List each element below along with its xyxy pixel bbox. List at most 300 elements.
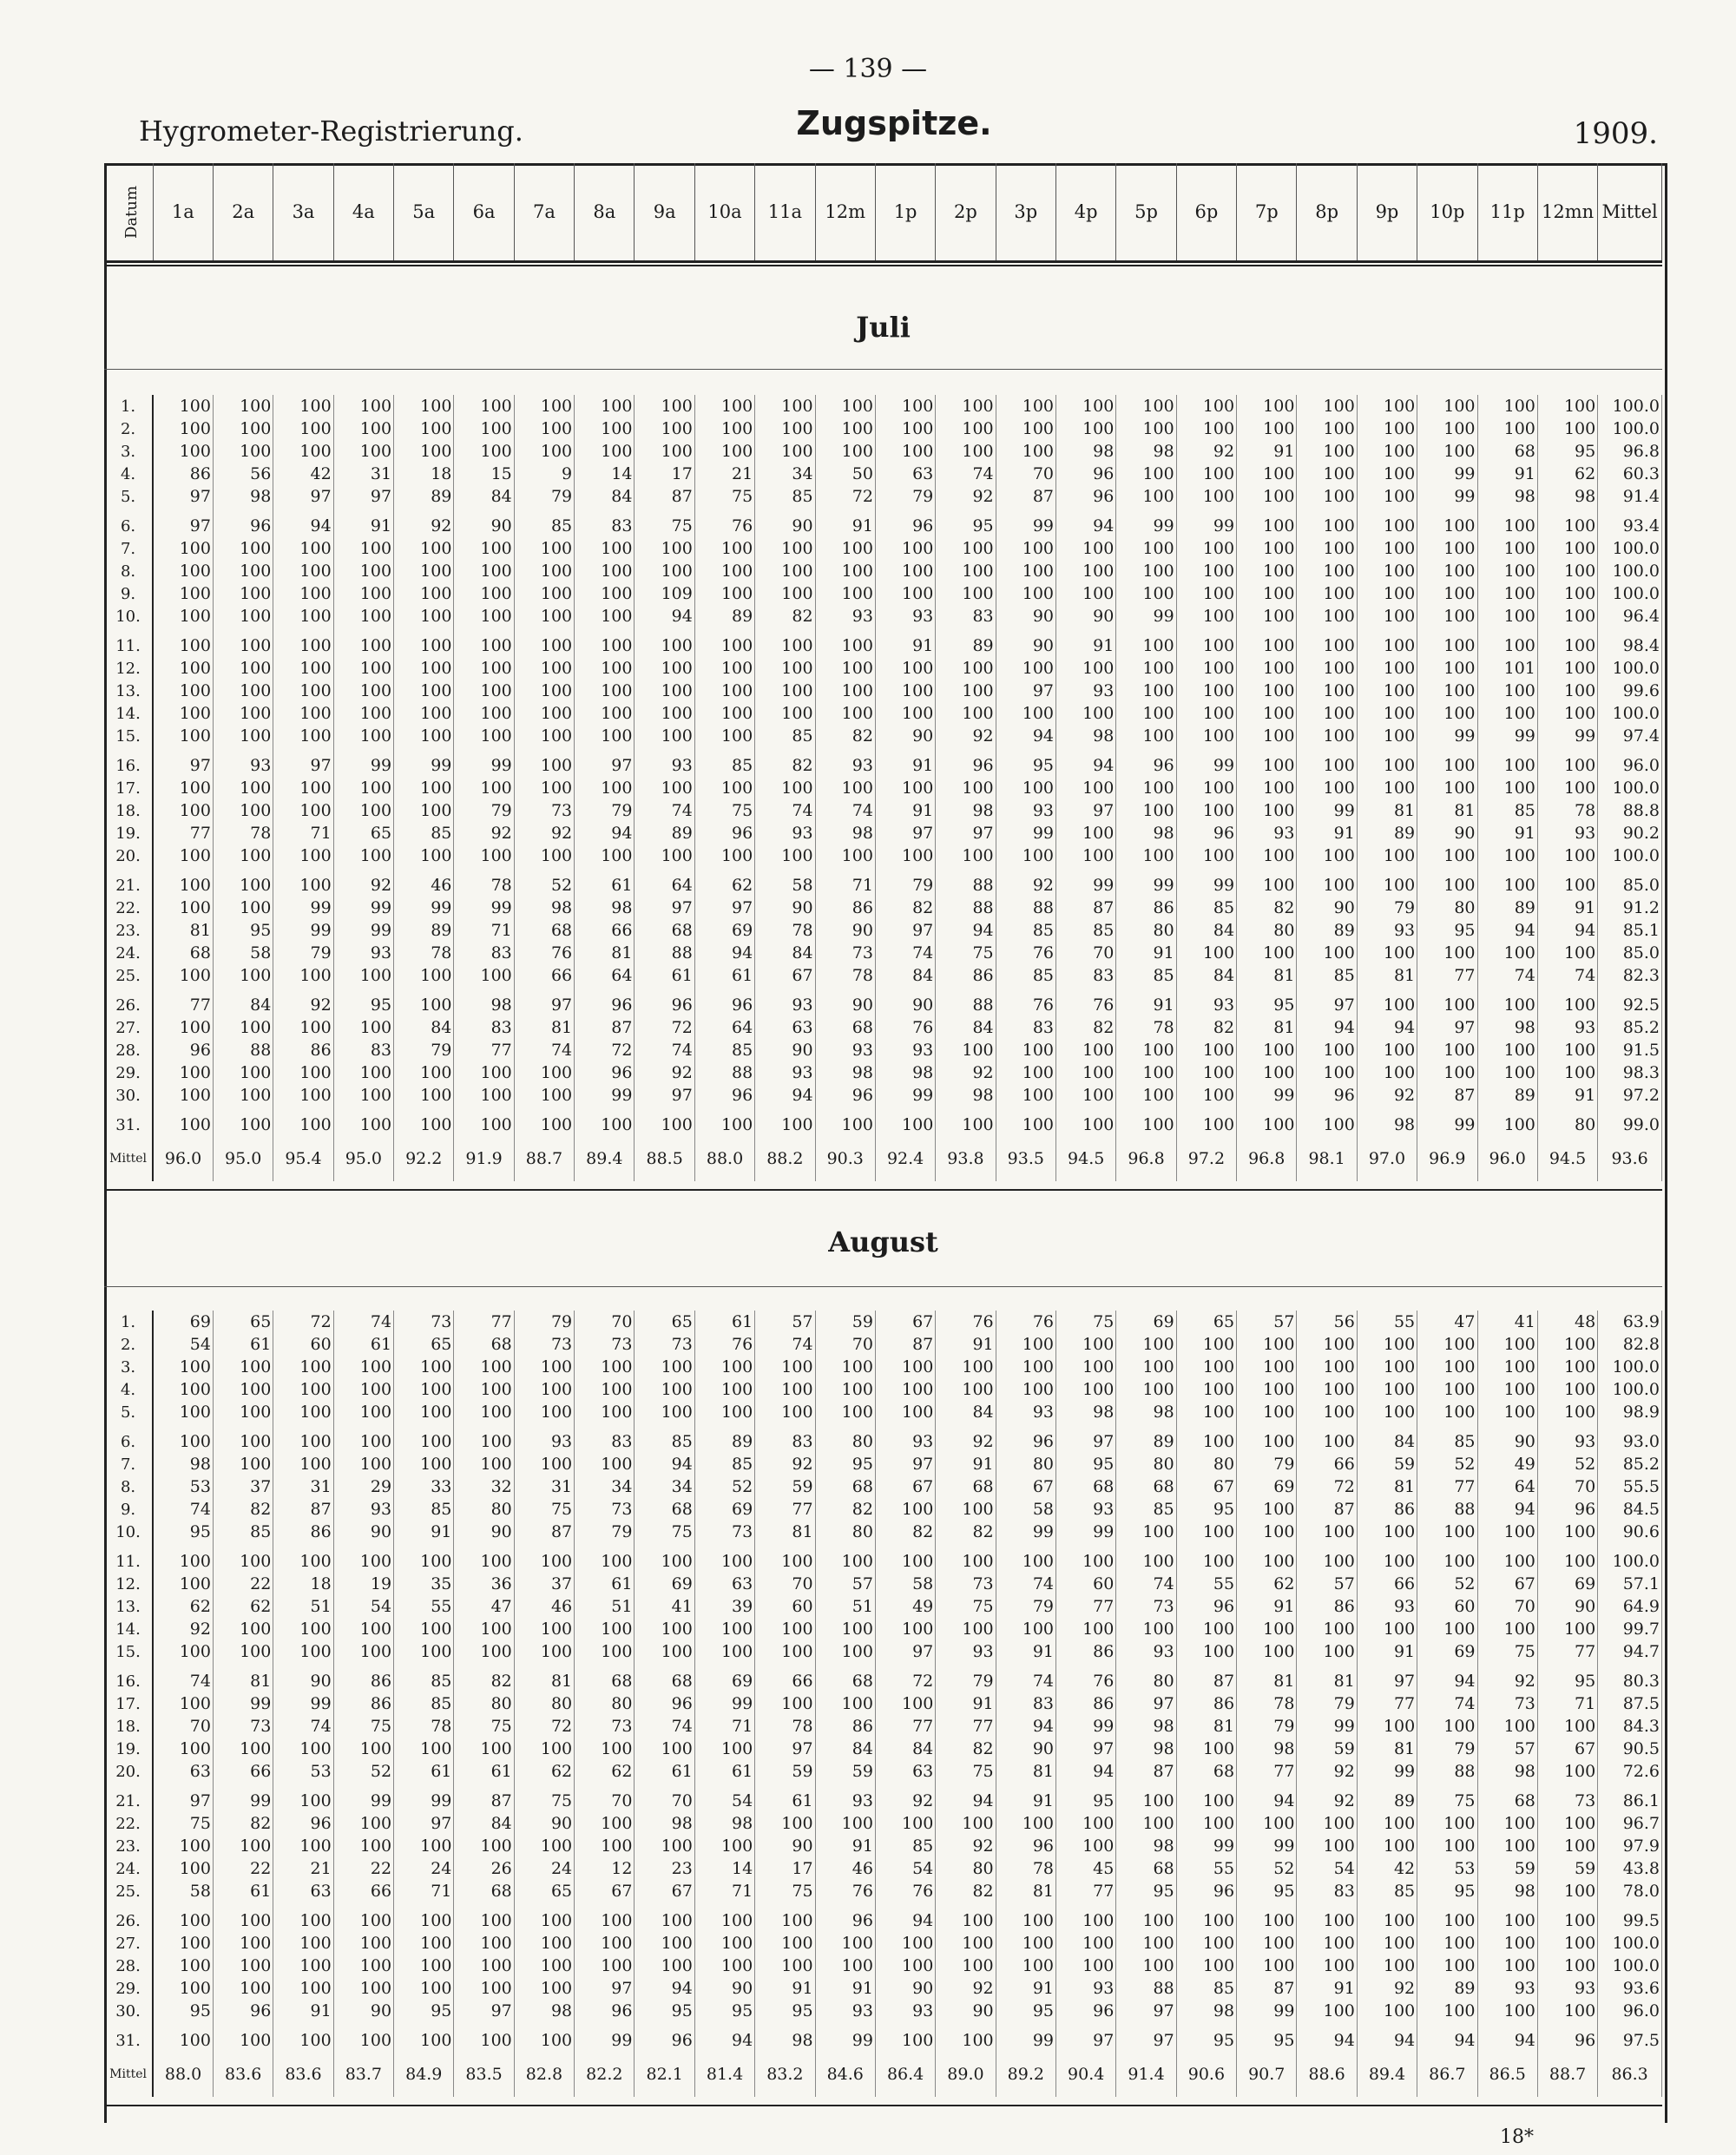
august-table bbox=[104, 1311, 1662, 2097]
humidity-cell: 93 bbox=[875, 1430, 935, 1453]
humidity-cell: 100 bbox=[333, 1977, 393, 2000]
row-gap bbox=[104, 627, 1662, 634]
humidity-cell: 100 bbox=[153, 657, 213, 680]
humidity-cell: 24 bbox=[394, 1857, 454, 1880]
hourly-mean-cell: 90.7 bbox=[1237, 2052, 1297, 2097]
humidity-cell: 84 bbox=[875, 1738, 935, 1760]
humidity-cell: 62 bbox=[575, 1760, 635, 1783]
humidity-cell: 100 bbox=[454, 634, 514, 657]
humidity-cell: 100 bbox=[1237, 1521, 1297, 1543]
humidity-cell: 74 bbox=[153, 1670, 213, 1692]
humidity-cell: 93 bbox=[1357, 1595, 1417, 1618]
date-cell: 23. bbox=[104, 919, 153, 942]
humidity-cell: 100 bbox=[1056, 1909, 1116, 1932]
humidity-cell: 93 bbox=[1176, 994, 1236, 1016]
humidity-cell: 100 bbox=[333, 1378, 393, 1401]
humidity-cell: 89 bbox=[1357, 822, 1417, 844]
humidity-cell: 75 bbox=[1417, 1790, 1477, 1812]
humidity-cell: 100 bbox=[1537, 994, 1597, 1016]
humidity-cell: 91 bbox=[1537, 1084, 1597, 1107]
humidity-cell: 83 bbox=[454, 942, 514, 964]
humidity-cell: 49 bbox=[875, 1595, 935, 1618]
humidity-cell: 100 bbox=[1297, 1550, 1357, 1573]
row-gap bbox=[104, 1543, 1662, 1550]
humidity-cell: 100 bbox=[996, 657, 1055, 680]
humidity-cell: 100 bbox=[996, 1039, 1055, 1061]
humidity-cell: 100 bbox=[694, 1356, 754, 1378]
humidity-cell: 81 bbox=[1417, 799, 1477, 822]
humidity-cell: 100 bbox=[635, 537, 694, 560]
humidity-cell: 100 bbox=[996, 1618, 1055, 1640]
humidity-cell: 100 bbox=[875, 1932, 935, 1955]
table-row bbox=[104, 822, 1662, 844]
humidity-cell: 67 bbox=[575, 1880, 635, 1902]
column-header-hour-20: 8p bbox=[1297, 163, 1357, 262]
humidity-cell: 94 bbox=[1056, 1760, 1116, 1783]
hourly-mean-cell: 88.2 bbox=[755, 1136, 815, 1181]
humidity-cell: 86 bbox=[273, 1521, 333, 1543]
humidity-cell: 100 bbox=[1537, 1039, 1597, 1061]
humidity-cell: 91 bbox=[996, 1640, 1055, 1663]
humidity-cell: 61 bbox=[694, 1760, 754, 1783]
humidity-cell: 100 bbox=[1237, 485, 1297, 508]
humidity-cell: 65 bbox=[1176, 1311, 1236, 1333]
humidity-cell: 100 bbox=[273, 844, 333, 867]
humidity-cell: 100 bbox=[1417, 1932, 1477, 1955]
humidity-cell: 92 bbox=[153, 1618, 213, 1640]
hourly-mean-cell: 84.9 bbox=[394, 2052, 454, 2097]
humidity-cell: 75 bbox=[1056, 1311, 1116, 1333]
date-cell: 1. bbox=[104, 1311, 153, 1333]
humidity-cell: 100 bbox=[333, 560, 393, 582]
humidity-cell: 100 bbox=[1056, 395, 1116, 417]
humidity-cell: 58 bbox=[213, 942, 273, 964]
humidity-cell: 90 bbox=[755, 1835, 815, 1857]
humidity-cell: 100 bbox=[273, 964, 333, 987]
table-row bbox=[104, 919, 1662, 942]
humidity-cell: 93 bbox=[1537, 822, 1597, 844]
humidity-cell: 87 bbox=[996, 485, 1055, 508]
humidity-cell: 100 bbox=[635, 725, 694, 747]
humidity-cell: 79 bbox=[454, 799, 514, 822]
humidity-cell: 100 bbox=[1477, 1932, 1537, 1955]
humidity-cell: 68 bbox=[1176, 1760, 1236, 1783]
humidity-cell: 100 bbox=[273, 874, 333, 897]
hourly-mean-cell: 90.3 bbox=[815, 1136, 875, 1181]
humidity-cell: 100 bbox=[1237, 605, 1297, 627]
date-cell: 6. bbox=[104, 515, 153, 537]
humidity-cell: 100 bbox=[333, 1955, 393, 1977]
humidity-cell: 96 bbox=[996, 1430, 1055, 1453]
humidity-cell: 100 bbox=[153, 777, 213, 799]
humidity-cell: 85 bbox=[996, 919, 1055, 942]
humidity-cell: 100 bbox=[333, 1016, 393, 1039]
humidity-cell: 92 bbox=[936, 1977, 996, 2000]
humidity-cell: 100 bbox=[153, 1430, 213, 1453]
humidity-cell: 100 bbox=[213, 1738, 273, 1760]
humidity-cell: 73 bbox=[514, 1333, 574, 1356]
table-row bbox=[104, 1573, 1662, 1595]
humidity-cell: 92 bbox=[996, 874, 1055, 897]
humidity-cell: 77 bbox=[1417, 964, 1477, 987]
humidity-cell: 100 bbox=[1417, 537, 1477, 560]
humidity-cell: 69 bbox=[1237, 1475, 1297, 1498]
humidity-cell: 90 bbox=[1477, 1430, 1537, 1453]
humidity-cell: 100 bbox=[936, 1812, 996, 1835]
humidity-cell: 100 bbox=[996, 844, 1055, 867]
humidity-cell: 68 bbox=[635, 1498, 694, 1521]
humidity-cell: 100 bbox=[454, 657, 514, 680]
hourly-mean-cell: 90.6 bbox=[1176, 2052, 1236, 2097]
humidity-cell: 100 bbox=[694, 702, 754, 725]
humidity-cell: 96 bbox=[213, 515, 273, 537]
humidity-cell: 100 bbox=[875, 1401, 935, 1423]
humidity-cell: 92 bbox=[1357, 1084, 1417, 1107]
humidity-cell: 94 bbox=[1417, 1670, 1477, 1692]
humidity-cell: 100 bbox=[273, 799, 333, 822]
humidity-cell: 100 bbox=[575, 440, 635, 463]
column-header-hour-5: 5a bbox=[394, 163, 454, 262]
humidity-cell: 82 bbox=[213, 1812, 273, 1835]
humidity-cell: 100 bbox=[1537, 634, 1597, 657]
humidity-cell: 100 bbox=[1357, 582, 1417, 605]
humidity-cell: 100 bbox=[635, 657, 694, 680]
humidity-cell: 100 bbox=[1116, 1061, 1176, 1084]
humidity-cell: 100 bbox=[1176, 1356, 1236, 1378]
humidity-cell: 100 bbox=[875, 537, 935, 560]
humidity-cell: 100 bbox=[1297, 1333, 1357, 1356]
humidity-cell: 100 bbox=[1237, 1039, 1297, 1061]
humidity-cell: 100 bbox=[1357, 463, 1417, 485]
humidity-cell: 100 bbox=[1417, 942, 1477, 964]
table-row bbox=[104, 680, 1662, 702]
mean-cell: 64.9 bbox=[1598, 1595, 1662, 1618]
humidity-cell: 56 bbox=[213, 463, 273, 485]
humidity-cell: 47 bbox=[1417, 1311, 1477, 1333]
humidity-cell: 100 bbox=[815, 1812, 875, 1835]
humidity-cell: 100 bbox=[213, 725, 273, 747]
humidity-cell: 100 bbox=[213, 1977, 273, 2000]
mean-cell: 91.4 bbox=[1598, 485, 1662, 508]
humidity-cell: 42 bbox=[1357, 1857, 1417, 1880]
humidity-cell: 100 bbox=[1056, 1378, 1116, 1401]
humidity-cell: 100 bbox=[514, 440, 574, 463]
humidity-cell: 100 bbox=[1297, 463, 1357, 485]
humidity-cell: 19 bbox=[333, 1573, 393, 1595]
hourly-mean-cell: 86.3 bbox=[1598, 2052, 1662, 2097]
table-row bbox=[104, 799, 1662, 822]
humidity-cell: 93 bbox=[875, 2000, 935, 2022]
date-cell: 4. bbox=[104, 463, 153, 485]
humidity-cell: 100 bbox=[1056, 777, 1116, 799]
humidity-cell: 98 bbox=[1056, 725, 1116, 747]
humidity-cell: 100 bbox=[213, 1378, 273, 1401]
humidity-cell: 100 bbox=[1237, 680, 1297, 702]
humidity-cell: 100 bbox=[1537, 582, 1597, 605]
humidity-cell: 100 bbox=[755, 1114, 815, 1136]
humidity-cell: 100 bbox=[1056, 1061, 1116, 1084]
date-cell: 17. bbox=[104, 1692, 153, 1715]
humidity-cell: 100 bbox=[454, 844, 514, 867]
humidity-cell: 73 bbox=[575, 1715, 635, 1738]
humidity-cell: 59 bbox=[815, 1760, 875, 1783]
humidity-cell: 100 bbox=[454, 417, 514, 440]
date-cell: 12. bbox=[104, 1573, 153, 1595]
humidity-cell: 94 bbox=[1297, 1016, 1357, 1039]
humidity-cell: 99 bbox=[1417, 725, 1477, 747]
mean-cell: 93.6 bbox=[1598, 1977, 1662, 2000]
humidity-cell: 100 bbox=[575, 1401, 635, 1423]
humidity-cell: 64 bbox=[575, 964, 635, 987]
table-row bbox=[104, 994, 1662, 1016]
humidity-cell: 100 bbox=[996, 417, 1055, 440]
humidity-cell: 100 bbox=[1116, 1618, 1176, 1640]
table-row bbox=[104, 1880, 1662, 1902]
humidity-cell: 100 bbox=[333, 799, 393, 822]
humidity-cell: 100 bbox=[394, 1401, 454, 1423]
humidity-cell: 100 bbox=[273, 680, 333, 702]
humidity-cell: 100 bbox=[514, 1061, 574, 1084]
humidity-cell: 96 bbox=[694, 1084, 754, 1107]
humidity-cell: 67 bbox=[1176, 1475, 1236, 1498]
humidity-cell: 100 bbox=[1237, 1333, 1297, 1356]
humidity-cell: 78 bbox=[394, 942, 454, 964]
humidity-cell: 93 bbox=[755, 994, 815, 1016]
humidity-cell: 100 bbox=[875, 680, 935, 702]
hourly-mean-cell: 88.6 bbox=[1297, 2052, 1357, 2097]
humidity-cell: 94 bbox=[273, 515, 333, 537]
humidity-cell: 71 bbox=[694, 1715, 754, 1738]
humidity-cell: 90 bbox=[755, 515, 815, 537]
humidity-cell: 55 bbox=[1176, 1573, 1236, 1595]
humidity-cell: 100 bbox=[1056, 1039, 1116, 1061]
humidity-cell: 99 bbox=[1237, 1084, 1297, 1107]
humidity-cell: 100 bbox=[1116, 1550, 1176, 1573]
humidity-cell: 100 bbox=[1477, 2000, 1537, 2022]
mean-cell: 97.4 bbox=[1598, 725, 1662, 747]
humidity-cell: 100 bbox=[575, 1932, 635, 1955]
humidity-cell: 100 bbox=[1056, 582, 1116, 605]
humidity-cell: 98 bbox=[635, 1812, 694, 1835]
table-row bbox=[104, 1311, 1662, 1333]
humidity-cell: 100 bbox=[213, 1356, 273, 1378]
humidity-cell: 93 bbox=[514, 1430, 574, 1453]
humidity-cell: 100 bbox=[394, 1061, 454, 1084]
humidity-cell: 79 bbox=[394, 1039, 454, 1061]
humidity-cell: 100 bbox=[153, 1738, 213, 1760]
humidity-cell: 100 bbox=[1116, 1333, 1176, 1356]
humidity-cell: 100 bbox=[635, 1955, 694, 1977]
humidity-cell: 100 bbox=[936, 680, 996, 702]
humidity-cell: 100 bbox=[815, 1618, 875, 1640]
humidity-cell: 85 bbox=[755, 485, 815, 508]
humidity-cell: 76 bbox=[875, 1016, 935, 1039]
humidity-cell: 96 bbox=[575, 1061, 635, 1084]
humidity-cell: 95 bbox=[394, 2000, 454, 2022]
row-gap bbox=[104, 987, 1662, 994]
hourly-mean-cell: 81.4 bbox=[694, 2052, 754, 2097]
humidity-cell: 100 bbox=[1237, 1909, 1297, 1932]
humidity-cell: 31 bbox=[514, 1475, 574, 1498]
table-row bbox=[104, 1061, 1662, 1084]
mean-cell: 100.0 bbox=[1598, 1932, 1662, 1955]
humidity-cell: 37 bbox=[514, 1573, 574, 1595]
humidity-cell: 100 bbox=[1237, 582, 1297, 605]
humidity-cell: 100 bbox=[1537, 560, 1597, 582]
humidity-cell: 85 bbox=[394, 1670, 454, 1692]
humidity-cell: 21 bbox=[694, 463, 754, 485]
humidity-cell: 99 bbox=[1237, 1835, 1297, 1857]
humidity-cell: 100 bbox=[1116, 1378, 1176, 1401]
humidity-cell: 74 bbox=[1477, 964, 1537, 987]
humidity-cell: 100 bbox=[1116, 1039, 1176, 1061]
humidity-cell: 70 bbox=[815, 1333, 875, 1356]
humidity-cell: 100 bbox=[575, 1955, 635, 1977]
humidity-cell: 100 bbox=[755, 1955, 815, 1977]
humidity-cell: 71 bbox=[454, 919, 514, 942]
humidity-cell: 100 bbox=[1056, 822, 1116, 844]
humidity-cell: 100 bbox=[996, 1114, 1055, 1136]
humidity-cell: 80 bbox=[1537, 1114, 1597, 1136]
humidity-cell: 99 bbox=[454, 754, 514, 777]
humidity-cell: 100 bbox=[1297, 874, 1357, 897]
humidity-cell: 100 bbox=[635, 1356, 694, 1378]
humidity-cell: 100 bbox=[273, 1790, 333, 1812]
humidity-cell: 100 bbox=[996, 440, 1055, 463]
humidity-cell: 100 bbox=[1056, 1356, 1116, 1378]
humidity-cell: 109 bbox=[635, 582, 694, 605]
humidity-cell: 100 bbox=[454, 777, 514, 799]
humidity-cell: 57 bbox=[755, 1311, 815, 1333]
humidity-cell: 68 bbox=[1056, 1475, 1116, 1498]
column-header-hour-10: 10a bbox=[694, 163, 754, 262]
humidity-cell: 97 bbox=[1056, 799, 1116, 822]
table-row bbox=[104, 537, 1662, 560]
humidity-cell: 100 bbox=[575, 657, 635, 680]
humidity-cell: 39 bbox=[694, 1595, 754, 1618]
humidity-cell: 100 bbox=[694, 1932, 754, 1955]
humidity-cell: 98 bbox=[1116, 440, 1176, 463]
column-header-hour-14: 2p bbox=[936, 163, 996, 262]
humidity-cell: 67 bbox=[635, 1880, 694, 1902]
humidity-cell: 84 bbox=[213, 994, 273, 1016]
mean-cell: 100.0 bbox=[1598, 1550, 1662, 1573]
humidity-cell: 100 bbox=[1176, 1401, 1236, 1423]
humidity-cell: 100 bbox=[815, 1356, 875, 1378]
humidity-cell: 100 bbox=[1056, 560, 1116, 582]
humidity-cell: 100 bbox=[213, 777, 273, 799]
humidity-cell: 100 bbox=[333, 1356, 393, 1378]
humidity-cell: 72 bbox=[273, 1311, 333, 1333]
humidity-cell: 84 bbox=[575, 485, 635, 508]
table-row bbox=[104, 395, 1662, 417]
humidity-cell: 100 bbox=[394, 777, 454, 799]
humidity-cell: 100 bbox=[1537, 1880, 1597, 1902]
humidity-cell: 94 bbox=[936, 919, 996, 942]
humidity-cell: 76 bbox=[1056, 1670, 1116, 1692]
humidity-cell: 96 bbox=[1537, 2029, 1597, 2052]
humidity-cell: 100 bbox=[575, 1114, 635, 1136]
humidity-cell: 96 bbox=[1537, 1498, 1597, 1521]
humidity-cell: 99 bbox=[1417, 1114, 1477, 1136]
humidity-cell: 100 bbox=[575, 1909, 635, 1932]
table-row bbox=[104, 1790, 1662, 1812]
humidity-cell: 100 bbox=[213, 657, 273, 680]
humidity-cell: 100 bbox=[936, 1932, 996, 1955]
table-row bbox=[104, 964, 1662, 987]
humidity-cell: 63 bbox=[153, 1760, 213, 1783]
humidity-cell: 91 bbox=[936, 1333, 996, 1356]
humidity-cell: 100 bbox=[1477, 942, 1537, 964]
humidity-cell: 93 bbox=[996, 799, 1055, 822]
humidity-cell: 61 bbox=[454, 1760, 514, 1783]
humidity-cell: 96 bbox=[635, 2029, 694, 2052]
humidity-cell: 100 bbox=[213, 964, 273, 987]
humidity-cell: 66 bbox=[575, 919, 635, 942]
date-cell: 11. bbox=[104, 634, 153, 657]
date-cell: 25. bbox=[104, 1880, 153, 1902]
humidity-cell: 100 bbox=[213, 1640, 273, 1663]
humidity-cell: 100 bbox=[694, 1618, 754, 1640]
humidity-cell: 100 bbox=[1116, 725, 1176, 747]
humidity-cell: 100 bbox=[394, 1738, 454, 1760]
humidity-cell: 100 bbox=[875, 440, 935, 463]
humidity-cell: 100 bbox=[213, 874, 273, 897]
humidity-cell: 100 bbox=[273, 1955, 333, 1977]
table-row bbox=[104, 1016, 1662, 1039]
hourly-mean-cell: 89.0 bbox=[936, 2052, 996, 2097]
humidity-cell: 100 bbox=[1537, 515, 1597, 537]
humidity-cell: 100 bbox=[1237, 395, 1297, 417]
humidity-cell: 100 bbox=[213, 1084, 273, 1107]
humidity-cell: 100 bbox=[1417, 702, 1477, 725]
humidity-cell: 80 bbox=[1116, 1670, 1176, 1692]
humidity-cell: 100 bbox=[1477, 1356, 1537, 1378]
humidity-cell: 100 bbox=[694, 1738, 754, 1760]
humidity-cell: 100 bbox=[1176, 1640, 1236, 1663]
humidity-cell: 100 bbox=[273, 1401, 333, 1423]
humidity-cell: 92 bbox=[1357, 1977, 1417, 2000]
humidity-cell: 100 bbox=[755, 395, 815, 417]
humidity-cell: 100 bbox=[394, 1114, 454, 1136]
humidity-cell: 100 bbox=[1417, 874, 1477, 897]
humidity-cell: 100 bbox=[635, 1550, 694, 1573]
date-cell: 23. bbox=[104, 1835, 153, 1857]
humidity-cell: 87 bbox=[635, 485, 694, 508]
humidity-cell: 96 bbox=[1056, 2000, 1116, 2022]
humidity-cell: 95 bbox=[996, 754, 1055, 777]
humidity-cell: 100 bbox=[273, 395, 333, 417]
humidity-cell: 100 bbox=[153, 1573, 213, 1595]
humidity-cell: 100 bbox=[514, 1618, 574, 1640]
humidity-cell: 100 bbox=[273, 440, 333, 463]
humidity-cell: 100 bbox=[213, 799, 273, 822]
humidity-cell: 100 bbox=[1537, 702, 1597, 725]
humidity-cell: 100 bbox=[1357, 1550, 1417, 1573]
humidity-cell: 100 bbox=[755, 777, 815, 799]
humidity-cell: 34 bbox=[575, 1475, 635, 1498]
station-title: Zugspitze. bbox=[796, 104, 992, 142]
humidity-cell: 100 bbox=[1237, 1640, 1297, 1663]
humidity-cell: 93 bbox=[1056, 1498, 1116, 1521]
humidity-cell: 100 bbox=[514, 1550, 574, 1573]
humidity-cell: 100 bbox=[454, 1932, 514, 1955]
juli-title-rule bbox=[104, 369, 1662, 370]
humidity-cell: 92 bbox=[1477, 1670, 1537, 1692]
humidity-cell: 100 bbox=[1116, 799, 1176, 822]
humidity-cell: 90 bbox=[1417, 822, 1477, 844]
humidity-cell: 100 bbox=[1537, 754, 1597, 777]
